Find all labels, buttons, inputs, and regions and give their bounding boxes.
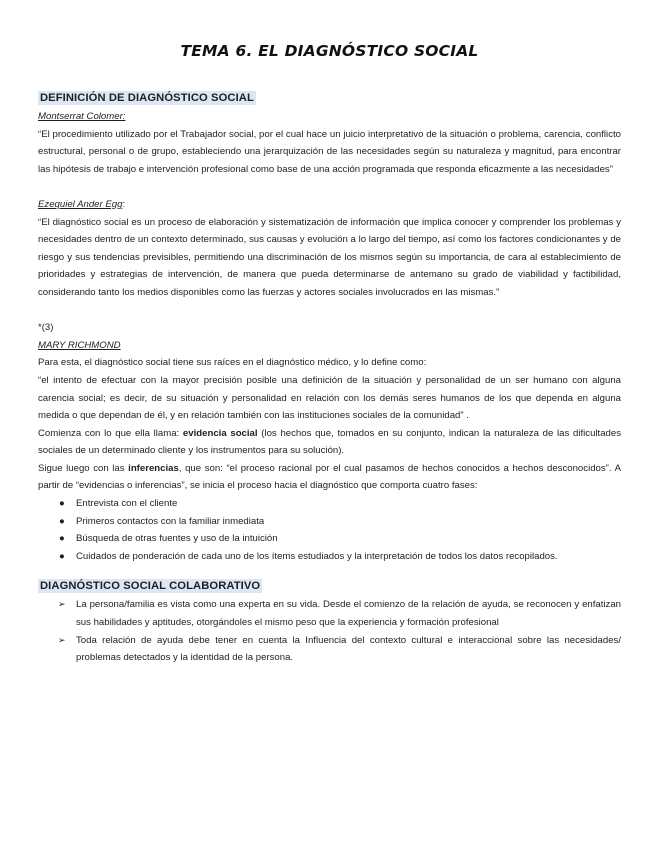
section-heading: DIAGNÓSTICO SOCIAL COLABORATIVO [40,580,261,593]
arrow-bullet-icon: ➢ [58,599,66,610]
list-item: ● Cuidados de ponderación de cada uno de los ítems estudiados y la interpretación de todos los datos recopilados. [76,548,621,566]
quote-colomer: “El procedimiento utilizado por el Trabajador social, por el cual hace un juicio interpretativo de la situación o problema, carencia, conflicto estructural, personal o de grupo, estableciendo una jerarquización de las necesidades según su naturaleza y magnitud, para encontrar las hipótesis de trabajo e intervención profesional como base de una acción programada que responda eficazmente a las necesidades” [38,128,621,175]
section-colaborativo [38,576,621,666]
section-heading: DEFINICIÓN DE DIAGNÓSTICO SOCIAL [40,92,254,104]
footnote-ref: *(3) [38,322,54,334]
author-ander-egg-colon: : [122,198,126,210]
collab-points-list [38,596,621,666]
author-richmond: MARY RICHMOND [38,339,121,351]
author-colomer: Montserrat Colomer: [38,111,126,122]
evidence-paragraph: Comienza con lo que ella llama: evidencia social (los hechos que, tomados en su conjunto, indican la naturaleza de las dificultades sociales de un determinado cliente y los instrumentos para su solución). [38,427,621,457]
inference-paragraph: Sigue luego con las inferencias, que son: “el proceso racional por el cual pasamos de hechos conocidos a hechos desconocidos”. A partir de “evidencias o inferencias”, se inicia el proceso hacia el diagnóstico que comporta cuatro fases: [38,462,621,492]
bullet-icon: ● [59,533,65,545]
quote-ander-egg: “El diagnóstico social es un proceso de elaboración y sistematización de información que implica conocer y comprender los problemas y necesidades dentro de un contexto determinado, sus causas y evolución a lo largo del tiempo, así como los factores condicionantes y de riesgo y sus tendencias previsibles, permitiendo una discriminación de los mismos según su importancia, de cara al establecimiento de prioridades y estrategias de intervención, de manera que pueda determinarse de antemano su grado de viabilidad y factibilidad, considerando tanto los medios disponibles como las fuerzas y actores sociales involucrados en las mismas.” [38,216,621,298]
list-item: ● Búsqueda de otras fuentes y uso de la intuición [76,530,621,548]
bullet-icon: ● [59,550,65,562]
author-ander-egg: Ezequiel Ander Egg [38,198,123,210]
list-item: ● Entrevista con el cliente [76,495,621,513]
quote-richmond: “el intento de efectuar con la mayor precisión posible una definición de la situación y personalidad de un ser humano con alguna carencia social; es decir, de su situación y personalidad en relación con los demás seres humanos de los que dependa en alguna medida o que dependan de él, y en relación también con las instituciones sociales de la comunidad” . [38,374,621,422]
section-definicion [38,88,621,565]
bullet-icon: ● [59,515,65,527]
list-item: ● Primeros contactos con la familiar inmediata [76,513,621,531]
richmond-intro: Para esta, el diagnóstico social tiene sus raíces en el diagnóstico médico, y lo define como: [38,357,427,369]
list-item: ➢ Toda relación de ayuda debe tener en cuenta la Influencia del contexto cultural e interaccional sobre las necesidades/ problemas detectados y la identidad de la persona. [76,632,621,667]
inference-term: inferencias [128,462,179,474]
list-item: ➢ La persona/familia es vista como una experta en su vida. Desde el comienzo de la relación de ayuda, se reconocen y enfatizan sus habilidades y aptitudes, otorgándoles el mismo peso que la experiencia y formación profesional [76,596,621,631]
document-title: TEMA 6. EL DIAGNÓSTICO SOCIAL [180,42,479,60]
arrow-bullet-icon: ➢ [58,634,66,645]
phases-list [38,495,621,565]
evidence-term: evidencia social [182,427,258,439]
bullet-icon: ● [59,498,65,510]
document-page [38,38,621,667]
